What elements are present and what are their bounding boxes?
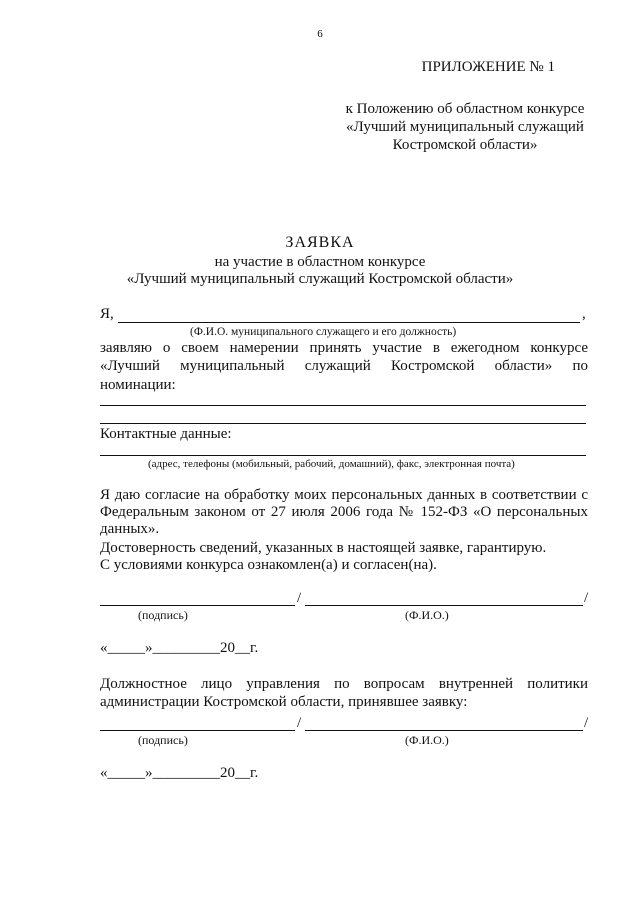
appendix-reference <box>340 100 590 154</box>
consent-text: Я даю согласие на обработку моих персональных данных в соответствии с Федеральным законом от 27 июля 2006 года № 152-ФЗ «О персональных данных». <box>100 487 588 537</box>
official-fio-caption: (Ф.И.О.) <box>405 733 449 747</box>
declare-line3: номинации: <box>100 377 176 393</box>
slash-2: / <box>584 590 589 606</box>
official-line1: Должностное лицо управления по вопросам внутренней политики <box>100 676 588 692</box>
guarantee-text: Достоверность сведений, указанных в настоящей заявке, гарантирую. <box>100 540 547 556</box>
i-label: Я, <box>100 306 114 322</box>
fio-position-field[interactable] <box>118 322 580 323</box>
i-end-comma: , <box>582 306 586 322</box>
official-signature-field[interactable] <box>100 730 295 731</box>
contacts-field[interactable] <box>100 455 586 456</box>
declare-line2: «Лучший муниципальный служащий Костромской области» по <box>100 358 588 374</box>
official-fio-field[interactable] <box>305 730 583 731</box>
date-line-2: «_____»_________20__г. <box>100 765 259 781</box>
slash-3: / <box>297 715 302 731</box>
contacts-caption: (адрес, телефоны (мобильный, рабочий, домашний), факс, электронная почта) <box>148 458 515 470</box>
signature-caption: (подпись) <box>138 608 188 622</box>
declare-line1: заявляю о своем намерении принять участие в ежегодном конкурсе <box>100 340 588 356</box>
official-line2: администрации Костромской области, принявшее заявку: <box>100 694 468 710</box>
signature-field[interactable] <box>100 605 295 606</box>
appendix-ref-line3: Костромской области» <box>392 137 538 153</box>
terms-text: С условиями конкурса ознакомлен(а) и согласен(на). <box>100 557 437 573</box>
fio-field[interactable] <box>305 605 583 606</box>
official-signature-caption: (подпись) <box>138 733 188 747</box>
application-subtitle-line1: на участие в областном конкурсе <box>214 254 426 270</box>
nomination-field-1[interactable] <box>100 405 586 406</box>
nomination-field-2[interactable] <box>100 423 586 424</box>
appendix-ref-line2: «Лучший муниципальный служащий <box>346 119 584 135</box>
page-number: 6 <box>317 28 323 40</box>
application-subtitle-line2: «Лучший муниципальный служащий Костромской области» <box>126 271 514 287</box>
slash-4: / <box>584 715 589 731</box>
appendix-ref-line1: к Положению об областном конкурсе <box>345 101 585 117</box>
contacts-label: Контактные данные: <box>100 426 232 442</box>
fio-short-caption: (Ф.И.О.) <box>405 608 449 622</box>
appendix-title: ПРИЛОЖЕНИЕ № 1 <box>421 59 555 75</box>
application-subtitle <box>0 254 640 288</box>
date-line: «_____»_________20__г. <box>100 640 259 656</box>
slash-1: / <box>297 590 302 606</box>
fio-caption: (Ф.И.О. муниципального служащего и его должность) <box>190 326 457 338</box>
application-title: ЗАЯВКА <box>285 234 355 251</box>
